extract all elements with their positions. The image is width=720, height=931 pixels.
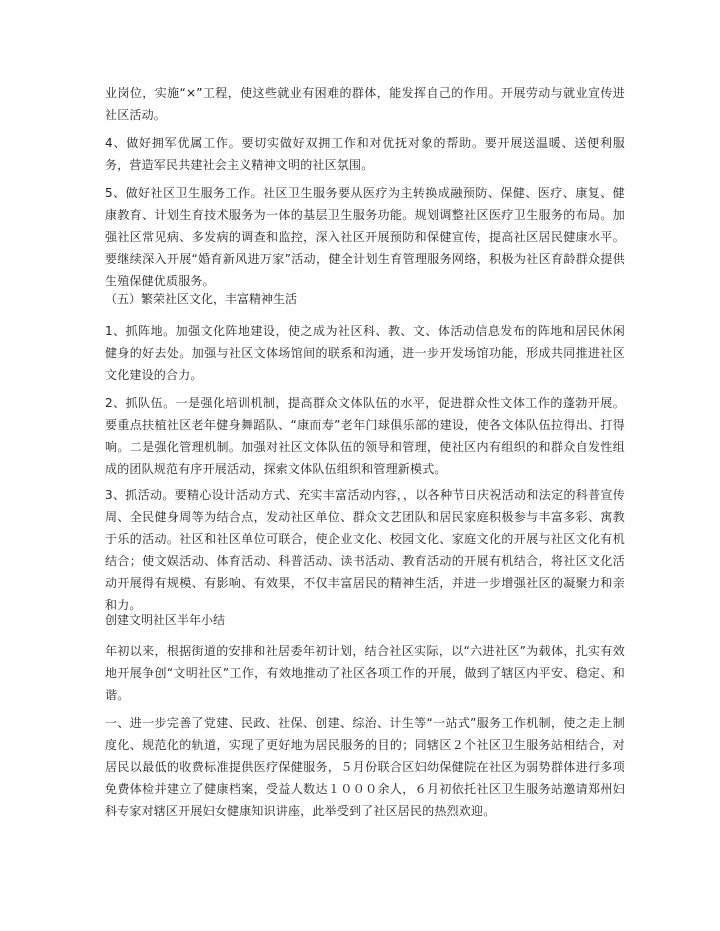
paragraph-employment: 业岗位，实施“×”工程，使这些就业有困难的群体，能发挥自己的作用。开展劳动与就业宣传进社区活动。 — [105, 86, 625, 122]
paragraph-activities: 3、抓活动。要精心设计活动方式、充实丰富活动内容，，以各种节日庆祝活动和法定的科普宣传周、全民健身周等为结合点，发动社区单位、群众文艺团队和居民家庭积极参与丰富多彩、寓教于乐的活动。社区和社区单位可联合，使企业文化、校园文化、家庭文化的开展与社区文化有机结合；使文娱活动、体育活动、科普活动、读书活动、教育活动的开展有机结合，将社区文化活动开展得有规模、有影响、有效果，不仅丰富居民的精神生活，并进一步增强社区的凝聚力和亲和力。 — [105, 488, 625, 612]
summary-title: 创建文明社区半年小结 — [105, 613, 226, 627]
paragraph-health-service: 5、做好社区卫生服务工作。社区卫生服务要从医疗为主转换成融预防、保健、医疗、康复、健康教育、计划生育技术服务为一体的基层卫生服务功能。规划调整社区医疗卫生服务的布局。加强社区常见病、多发病的调查和监控，深入社区开展预防和保健宣传，提高社区居民健康水平。要继续深入开展“婚育新风进万家”活动，健全计划生育管理服务网络，积极为社区育龄群众提供生殖保健优质服务。 — [105, 186, 625, 288]
paragraph-summary-intro: 年初以来，根据街道的安排和社居委年初计划，结合社区实际，以“六进社区”为载体，扎实有效地开展争创“文明社区”工作，有效地推动了社区各项工作的开展，做到了辖区内平安、稳定、和谐。 — [105, 644, 625, 702]
paragraph-venues: 1、抓阵地。加强文化阵地建设，使之成为社区科、教、文、体活动信息发布的阵地和居民休闲健身的好去处。加强与社区文体场馆间的联系和沟通，进一步开发场馆功能，形成共同推进社区文化建设的合力。 — [105, 324, 625, 382]
paragraph-military-support: 4、做好拥军优属工作。要切实做好双拥工作和对优抚对象的帮助。要开展送温暖、送便利服务，营造军民共建社会主义精神文明的社区氛围。 — [105, 136, 625, 172]
section-heading-culture: （五）繁荣社区文化，丰富精神生活 — [105, 292, 298, 306]
paragraph-summary-point-one: 一、进一步完善了党建、民政、社保、创建、综治、计生等“一站式”服务工作机制，使之走上制度化、规范化的轨道，实现了更好地为居民服务的目的；同辖区２个社区卫生服务站相结合，对居民以最低的收费标准提供医疗保健服务，５月份联合区妇幼保健院在社区为弱势群体进行多项免费体检并建立了健康档案，受益人数达１０００余人，６月初依托社区卫生服务站邀请郑州妇科专家对辖区开展妇女健康知识讲座，此举受到了社区居民的热烈欢迎。 — [105, 716, 625, 818]
paragraph-teams: 2、抓队伍。一是强化培训机制，提高群众文体队伍的水平，促进群众性文体工作的蓬勃开展。要重点扶植社区老年健身舞蹈队、“康而寿”老年门球俱乐部的建设，使各文体队伍拉得出、打得响。二是强化管理机制。加强对社区文体队伍的领导和管理，使社区内有组织的和群众自发性组成的团队规范有序开展活动，探索文体队伍组织和管理新模式。 — [105, 396, 625, 476]
